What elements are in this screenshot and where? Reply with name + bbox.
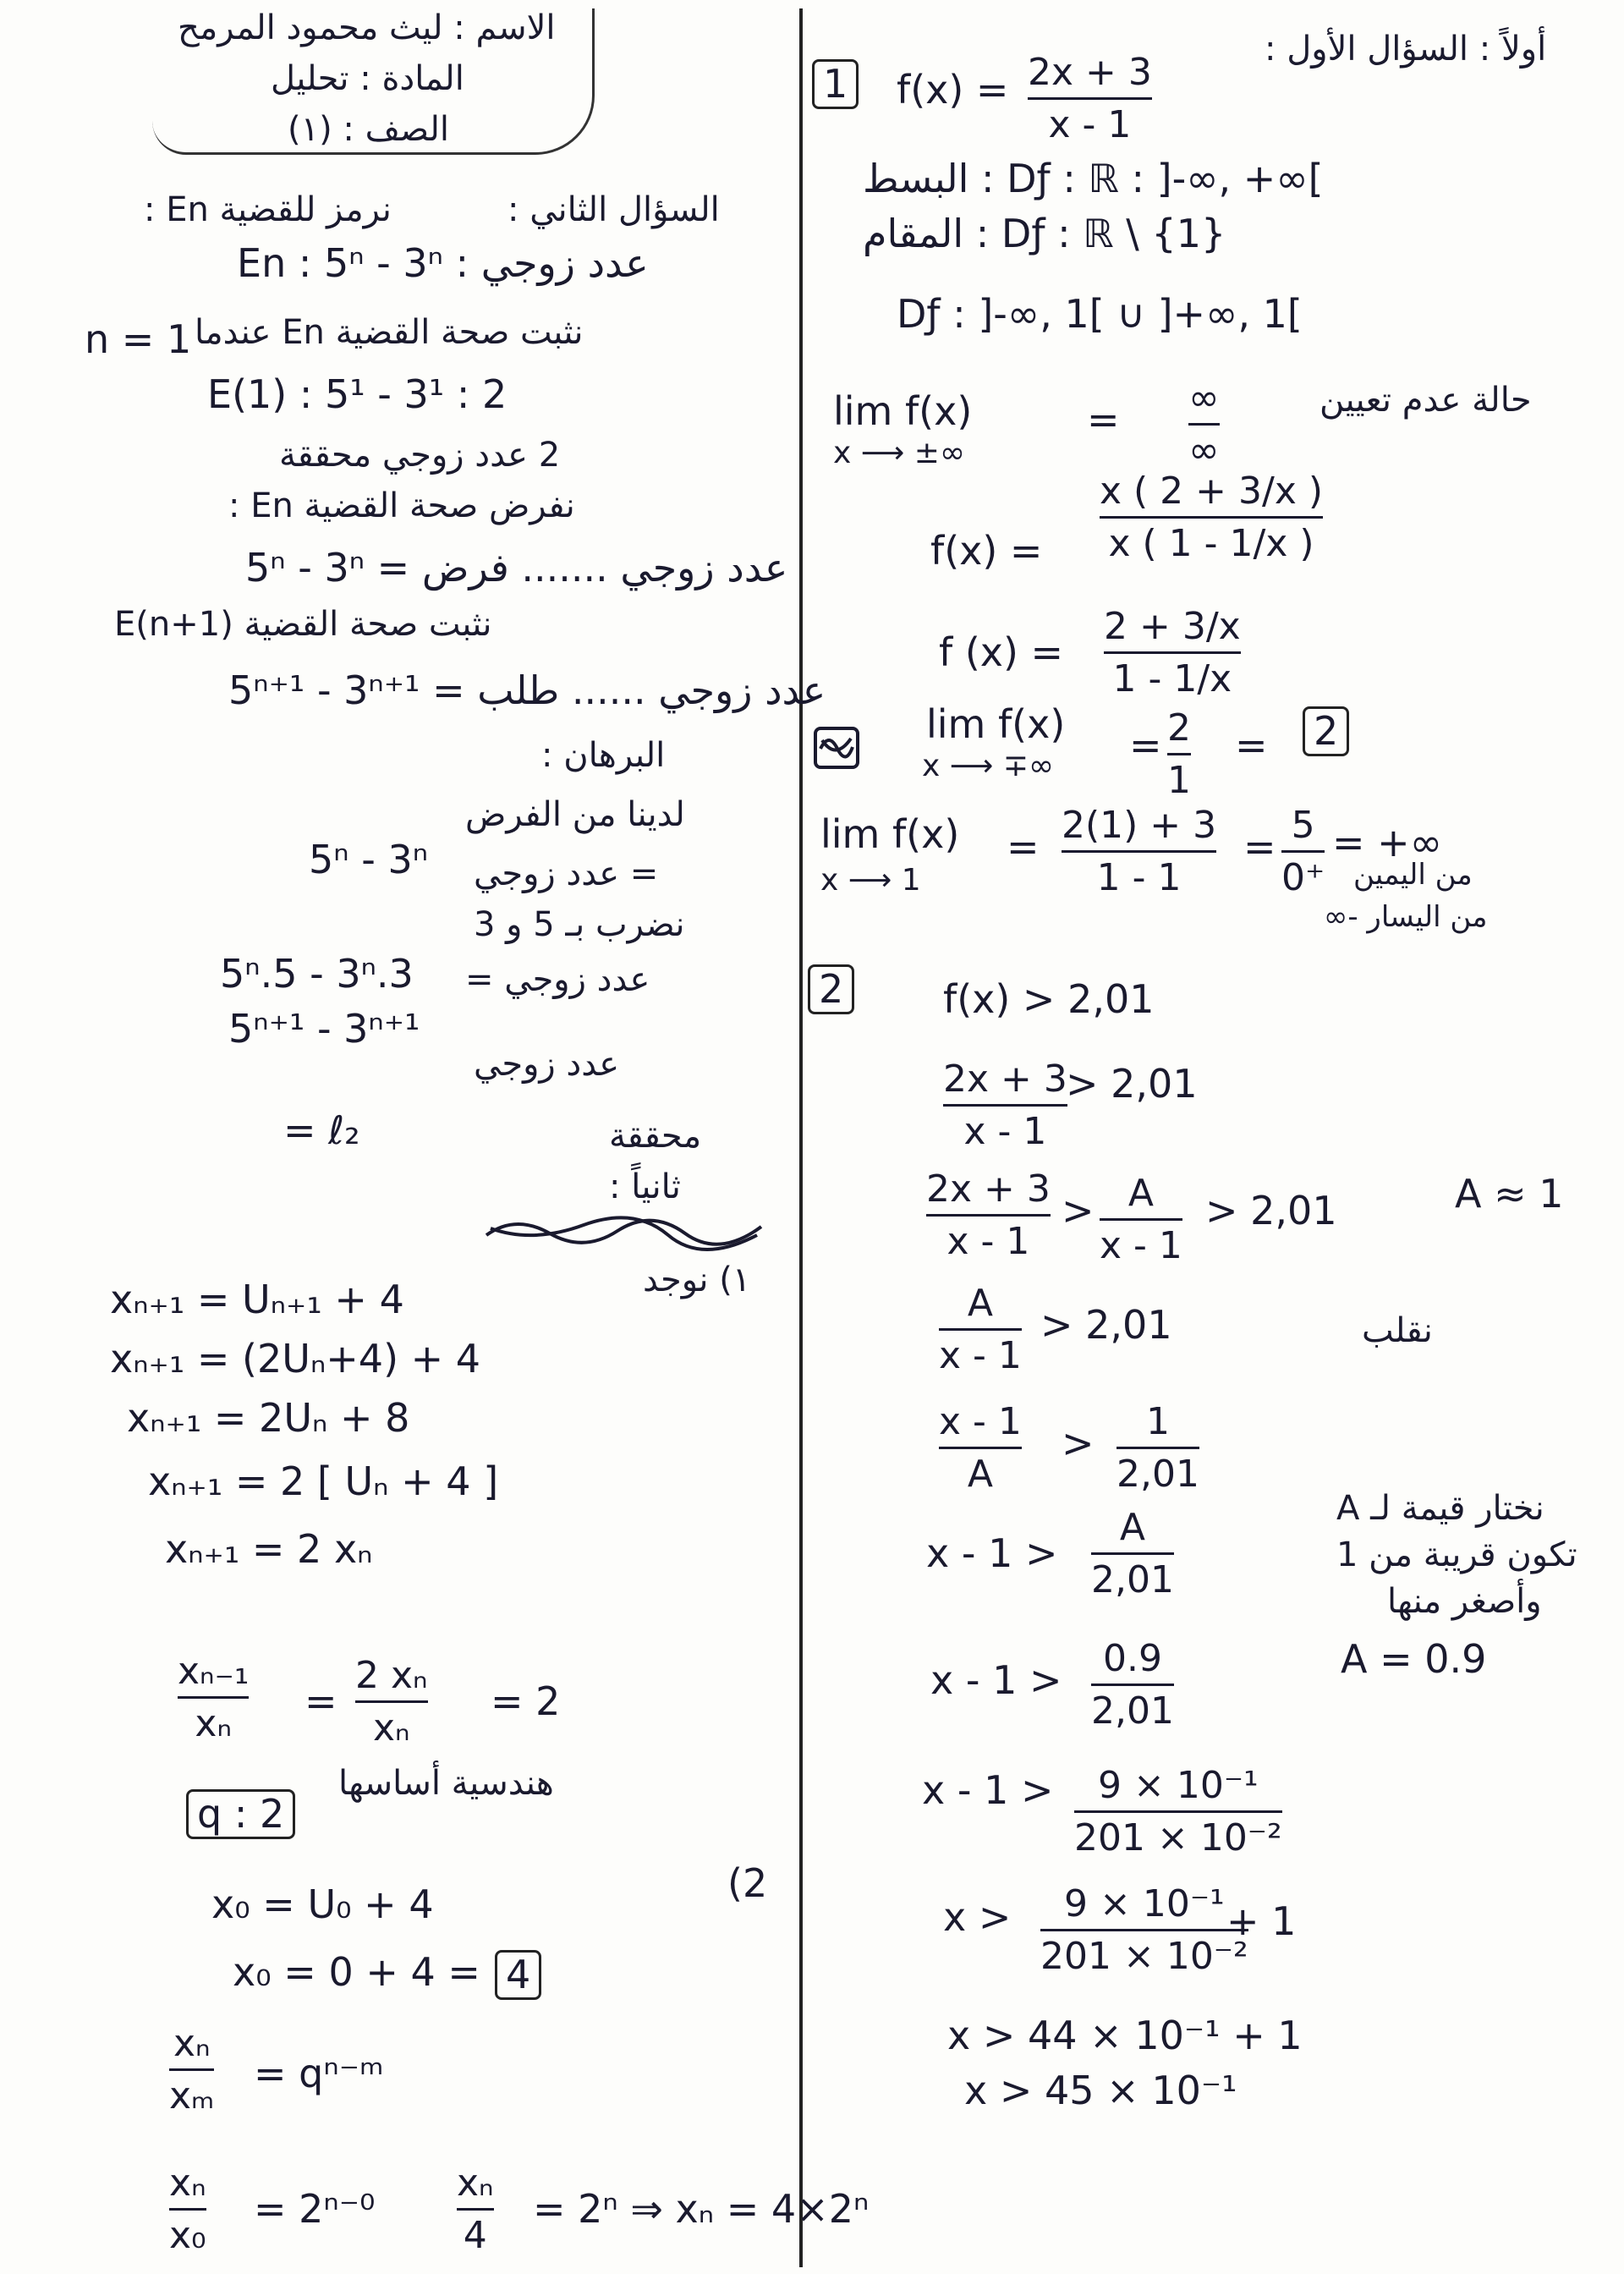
gen2-den: x₀ [169, 2214, 206, 2257]
choose-note-2: تكون قريبة من 1 [1336, 1535, 1577, 1574]
ratio-lhs [178, 1650, 249, 1745]
x0-box-wrap [495, 1950, 541, 2000]
proof-step-2-note: عدد زوجي = [465, 960, 650, 999]
ratio-rhs-den: xₙ [372, 1706, 410, 1749]
x0-step-2: x₀ = 0 + 4 = [233, 1949, 480, 1995]
ineq-2-frac [943, 1057, 1067, 1153]
lim2-eq2: = [1235, 722, 1268, 768]
ineq-7-lhs: x - 1 > [930, 1657, 1062, 1703]
ineq-2-den: x - 1 [963, 1110, 1047, 1153]
ineq-7-den: 2,01 [1091, 1689, 1174, 1733]
ineq-1: f(x) > 2,01 [943, 976, 1155, 1022]
ineq-5-frac [939, 1400, 1022, 1496]
choose-note-1: نختار قيمة لـ A [1336, 1489, 1544, 1528]
lim-inf-sub: x ⟶ ±∞ [833, 436, 965, 470]
lim2: lim f(x) [926, 701, 1066, 747]
gen2-end: = 2ⁿ ⇒ xₙ = 4×2ⁿ [533, 2186, 870, 2232]
assume-text: نفرض صحة القضية En : [228, 486, 575, 525]
ineq-3-mid-num: A [1127, 1172, 1154, 1215]
ineq-7-frac [1091, 1637, 1174, 1733]
fx2-frac [1104, 605, 1241, 700]
a-value: A = 0.9 [1341, 1636, 1487, 1682]
fx2-lhs: f (x) = [939, 629, 1064, 675]
student-name: الاسم : ليث محمود المرمح [178, 8, 556, 47]
crossed-out-scribble [482, 1210, 770, 1252]
lim3-den: 1 - 1 [1096, 856, 1182, 899]
gen2-den2: 4 [463, 2214, 487, 2257]
lim3-frac2 [1281, 804, 1325, 899]
ineq-9-rhs: + 1 [1226, 1898, 1297, 1944]
ineq-6-den: 2,01 [1091, 1558, 1174, 1601]
lim-inf-frac [1188, 376, 1220, 472]
flip-note: نقلب [1362, 1311, 1433, 1350]
ineq-8-frac [1074, 1764, 1282, 1859]
lim3-num2: 5 [1291, 804, 1315, 847]
ineq-5-rden: 2,01 [1116, 1453, 1199, 1496]
fx1-frac [1100, 470, 1323, 565]
lim3-frac [1062, 804, 1216, 899]
left-side-note: من اليسار -∞ [1324, 900, 1488, 934]
lim3-eq: = [1007, 824, 1040, 870]
ineq-6-num: A [1119, 1506, 1146, 1549]
proof-step-3-note: عدد زوجي [474, 1045, 620, 1084]
base-case-check: 2 عدد زوجي محققة [279, 436, 561, 475]
ineq-8-num: 9 × 10⁻¹ [1098, 1764, 1259, 1807]
ineq-5-den: A [967, 1453, 993, 1496]
item2-box: 2 [808, 964, 854, 1014]
multiply-note: نضرب بـ 5 و 3 [474, 905, 685, 944]
gen2-mid: = 2ⁿ⁻⁰ [254, 2186, 376, 2232]
subject-label: المادة : تحليل [271, 59, 464, 98]
column-divider [799, 8, 803, 2267]
ratio-rhs-num: 2 xₙ [355, 1654, 428, 1697]
fx1-num: x ( 2 + 3/x ) [1100, 470, 1324, 513]
base-case-value: E(1) : 5¹ - 3¹ : 2 [207, 371, 508, 417]
lim2-num: 2 [1167, 706, 1191, 750]
ineq-3-num: 2x + 3 [926, 1167, 1051, 1211]
ineq-9-num: 9 × 10⁻¹ [1064, 1882, 1225, 1925]
part2-label: (2 [727, 1860, 768, 1906]
f-def-num: 2x + 3 [1028, 51, 1152, 94]
item1-box: 1 [812, 59, 859, 109]
proof-title: البرهان : [541, 736, 666, 775]
a-approx: A ≈ 1 [1455, 1171, 1564, 1217]
q2-symbol: نرمز للقضية En : [144, 190, 392, 229]
common-ratio-box: q : 2 [186, 1789, 295, 1839]
part1-label: ١) نوجد [643, 1261, 751, 1299]
ineq-3-mid-den: x - 1 [1100, 1224, 1182, 1267]
proof-step-4: = ℓ₂ [283, 1107, 360, 1153]
x-step-4: xₙ₊₁ = 2 [ Uₙ + 4 ] [148, 1458, 499, 1504]
lim3-den2: 0⁺ [1281, 856, 1325, 899]
geometric-label: هندسية أساسها [338, 1764, 554, 1803]
fx2-num: 2 + 3/x [1104, 605, 1241, 648]
ineq-9-lhs: x > [943, 1894, 1012, 1940]
ineq-3-mid-frac [1100, 1172, 1182, 1267]
lim3-num: 2(1) + 3 [1062, 804, 1217, 847]
lim2-sub: x ⟶ ∓∞ [922, 749, 1054, 783]
ineq-8-den: 201 × 10⁻² [1074, 1816, 1282, 1859]
grade-label: الصف : (١) [288, 110, 449, 149]
ineq-9-frac [1040, 1882, 1248, 1978]
prove-next-text: نثبت صحة القضية E(n+1) [114, 605, 492, 644]
base-case-n: n = 1 [85, 316, 192, 362]
assume-expr: 5ⁿ - 3ⁿ = عدد زوجي ....... فرض [245, 545, 788, 590]
q2-statement: En : 5ⁿ - 3ⁿ : عدد زوجي [237, 240, 649, 286]
f-def-frac [1028, 51, 1152, 146]
lim3-sub: x ⟶ 1 [820, 863, 921, 898]
ineq-4-frac [939, 1282, 1022, 1377]
indeterminate-note: حالة عدم تعيين [1320, 381, 1532, 420]
proof-step-1: 5ⁿ - 3ⁿ [309, 837, 429, 882]
general-ratio-lhs [169, 2022, 214, 2117]
fx1-lhs: f(x) = [930, 528, 1043, 574]
fx2-den: 1 - 1/x [1112, 657, 1232, 700]
ineq-4-num: A [967, 1282, 993, 1325]
ineq-3-gt: > [1062, 1188, 1095, 1233]
x-step-1: xₙ₊₁ = Uₙ₊₁ + 4 [110, 1277, 404, 1322]
ineq-10: x > 44 × 10⁻¹ + 1 [947, 2013, 1303, 2058]
ineq-3-rhs: > 2,01 [1205, 1188, 1337, 1233]
proof-step-1-note: = عدد زوجي [474, 854, 659, 893]
ineq-3-den: x - 1 [946, 1220, 1030, 1263]
lim2-result-box: 2 [1303, 706, 1349, 756]
from-assumption: لدينا من الفرض [465, 795, 685, 834]
proof-step-2: 5ⁿ.5 - 3ⁿ.3 [220, 951, 414, 997]
ratio-rhs [355, 1654, 428, 1749]
ineq-2-num: 2x + 3 [943, 1057, 1067, 1101]
lim-inf-den: ∞ [1188, 429, 1220, 472]
next-expr: 5ⁿ⁺¹ - 3ⁿ⁺¹ = عدد زوجي ...... طلب [228, 667, 826, 713]
q1-title: أولاً : السؤال الأول : [1265, 30, 1547, 69]
lim2-box-wrap [1303, 706, 1349, 756]
right-side-note: من اليمين [1353, 858, 1473, 892]
ratio-lhs-num: xₙ₋₁ [178, 1650, 250, 1693]
x-step-3: xₙ₊₁ = 2Uₙ + 8 [127, 1395, 410, 1441]
fx1-den: x ( 1 - 1/x ) [1108, 522, 1314, 565]
lim3-eq2: = [1243, 824, 1276, 870]
lim2-frac [1167, 706, 1191, 802]
x-step-2: xₙ₊₁ = (2Uₙ+4) + 4 [110, 1336, 481, 1381]
ineq-4-rhs: > 2,01 [1040, 1302, 1172, 1348]
x-step-5: xₙ₊₁ = 2 xₙ [165, 1526, 373, 1572]
lim3: lim f(x) [820, 811, 960, 857]
ratio-lhs-den: xₙ [195, 1702, 232, 1745]
lim2-eq: = [1129, 722, 1162, 768]
prove-base-text: نثبت صحة القضية En عندما [195, 313, 584, 352]
second-label: ثانياً : [609, 1167, 681, 1206]
gen2-lhs [169, 2161, 206, 2257]
ineq-7-num: 0.9 [1102, 1637, 1162, 1680]
ineq-9-den: 201 × 10⁻² [1040, 1935, 1248, 1978]
scribbled-mark [812, 723, 863, 774]
ineq-5-gt: > [1062, 1420, 1095, 1466]
x0-step-1: x₀ = U₀ + 4 [211, 1881, 434, 1927]
ineq-5-rnum: 1 [1145, 1400, 1170, 1443]
lim-inf-num: ∞ [1188, 376, 1220, 420]
ineq-6-frac [1091, 1506, 1174, 1601]
ineq-6-lhs: x - 1 > [926, 1530, 1058, 1576]
domain-numerator: البسط : Dƒ : ℝ : ]-∞, +∞[ [863, 156, 1324, 201]
gen1-num: xₙ [173, 2022, 211, 2065]
item1-box-wrap [812, 59, 859, 109]
gen2-num: xₙ [169, 2161, 206, 2205]
ineq-11: x > 45 × 10⁻¹ [964, 2068, 1237, 2113]
general-ratio-rhs: = qⁿ⁻ᵐ [254, 2051, 384, 2096]
x0-result-box: 4 [495, 1950, 541, 2000]
verified-label: محققة [609, 1117, 702, 1156]
ratio-equals: = [304, 1678, 337, 1724]
lim3-result: = +∞ [1332, 820, 1443, 865]
ineq-2-rhs: > 2,01 [1066, 1061, 1198, 1107]
f-def-den: x - 1 [1048, 103, 1132, 146]
ineq-3-frac [926, 1167, 1051, 1263]
item2-box-wrap [808, 964, 854, 1014]
choose-note-3: وأصغر منها [1387, 1582, 1542, 1621]
domain-all: Dƒ : ]-∞, 1[ ∪ ]+∞, 1[ [897, 291, 1303, 337]
lim-inf-eq: = [1087, 397, 1120, 442]
ratio-result: = 2 [491, 1678, 561, 1724]
proof-step-3: 5ⁿ⁺¹ - 3ⁿ⁺¹ [228, 1006, 420, 1052]
f-def-lhs: f(x) = [897, 67, 1009, 113]
gen2-num2: xₙ [457, 2161, 494, 2205]
domain-denominator: المقام : Dƒ : ℝ \ {1} [863, 211, 1226, 256]
ineq-8-lhs: x - 1 > [922, 1767, 1054, 1813]
ineq-4-den: x - 1 [939, 1334, 1022, 1377]
lim-inf: lim f(x) [833, 388, 973, 434]
q2-title: السؤال الثاني : [508, 190, 720, 229]
gen1-den: xₘ [169, 2074, 215, 2117]
ineq-5-rfrac [1116, 1400, 1199, 1496]
ratio-box-wrap [186, 1789, 295, 1839]
lim2-den: 1 [1167, 759, 1191, 802]
ineq-5-num: x - 1 [939, 1400, 1022, 1443]
gen2-frac2 [457, 2161, 494, 2257]
